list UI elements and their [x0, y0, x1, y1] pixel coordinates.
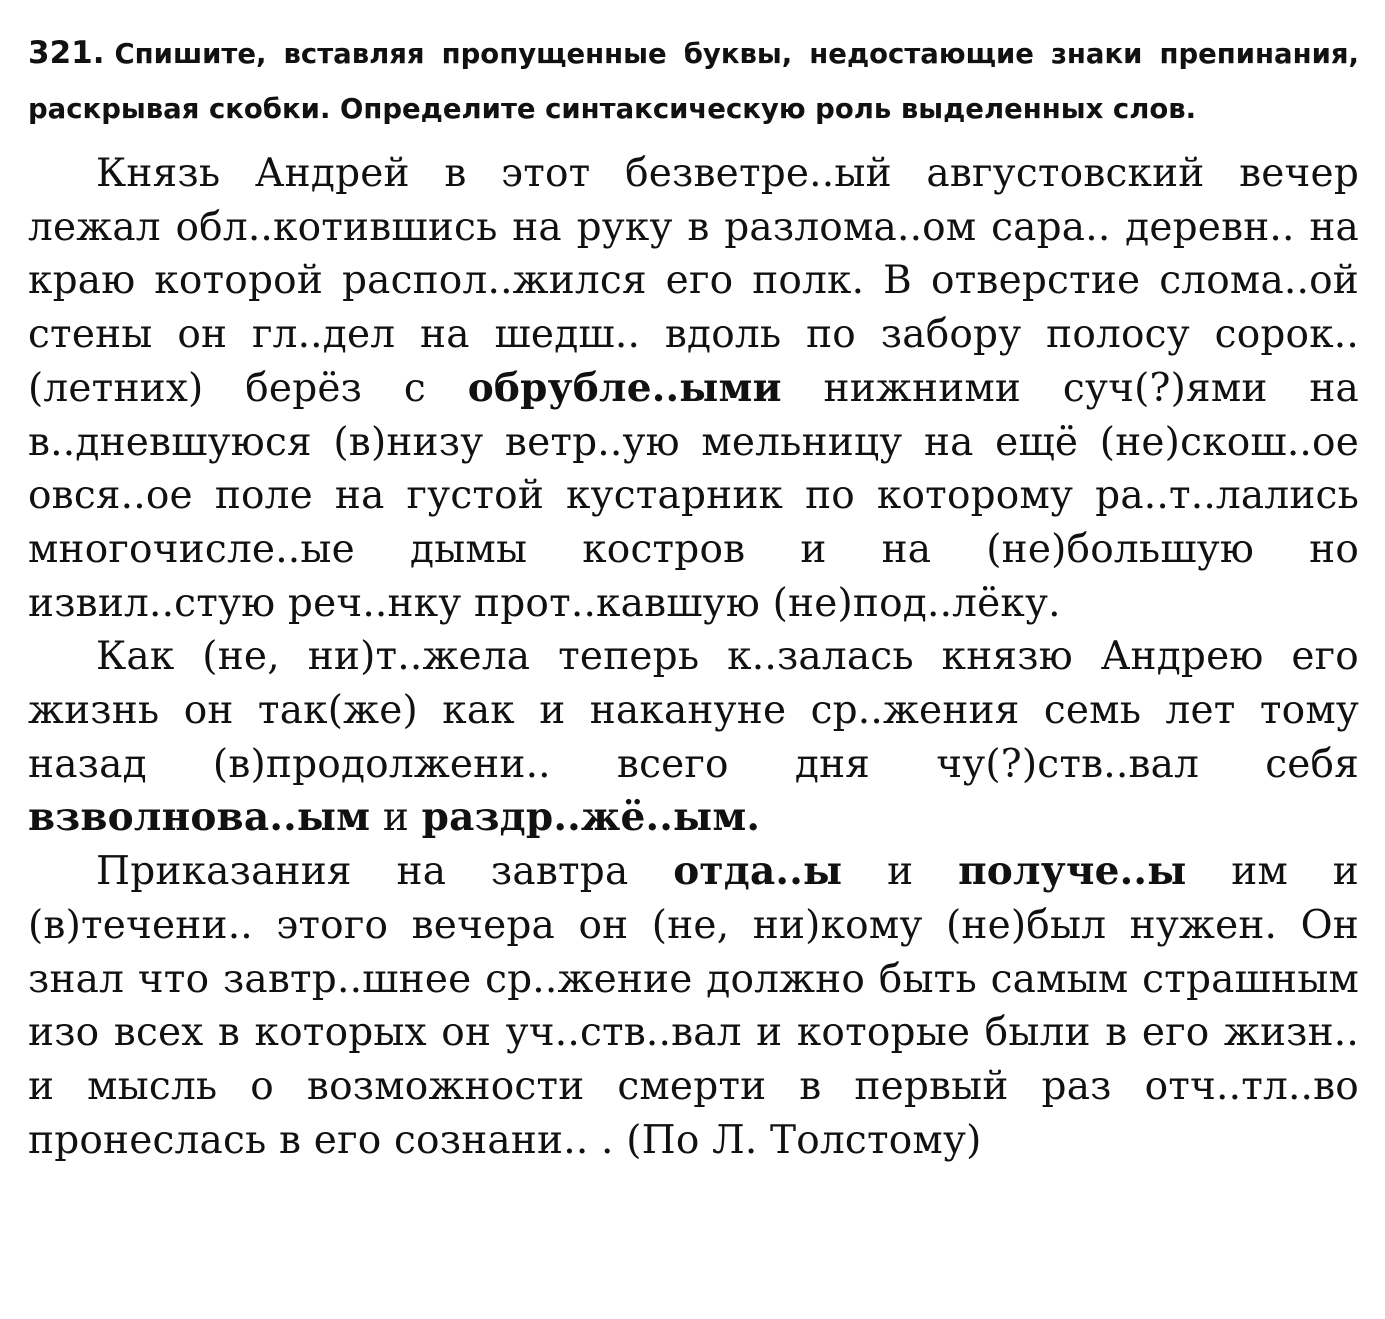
highlighted-word: раздр..жё..ым.	[421, 794, 761, 841]
instruction-text: Спишите, вставляя пропущенные буквы, недостающие знаки препинания, раскрывая скобки. Определите синтаксическую роль выделенных слов.	[28, 38, 1359, 125]
paragraph-segment: Приказания на завтра	[96, 849, 674, 895]
highlighted-word: обрубле..ыми	[467, 364, 782, 411]
paragraph-segment: нижними суч(?)ями на в..дневшуюся (в)низу ветр..ую мельницу на ещё (не)скош..ое овся..ое поле на густой кустарник по которому ра..т..лались многочисле..ые дымы костров и на (не)большую но извил..стую реч..нку прот..кавшую (не)под..лёку.	[28, 365, 1359, 626]
paragraph-segment: им и (в)течени.. этого вечера он (не, ни)кому (не)был нужен. Он знал что завтр..шнее ср..жение должно быть самым страшным изо всех в которых он уч..ств..вал и которые были в его жизн.. и мысль о возможности смерти в первый раз отч..тл..во пронеслась в его сознани.. . (По Л. Толстому)	[28, 849, 1359, 1163]
paragraph-segment: и	[842, 849, 959, 895]
highlighted-word: отда..ы	[673, 848, 843, 895]
paragraph-segment: и	[370, 795, 422, 841]
task-instruction	[28, 26, 1359, 137]
paragraph-segment: Как (не, ни)т..жела теперь к..залась князю Андрею его жизнь он так(же) как и накануне ср..жения семь лет тому назад (в)продолжени.. всего дня чу(?)ств..вал себя	[28, 634, 1359, 787]
exercise-number: 321.	[28, 35, 105, 71]
text-paragraph-3	[28, 845, 1359, 1167]
text-paragraph-1	[28, 147, 1359, 630]
text-paragraph-2	[28, 630, 1359, 845]
highlighted-word: взволнова..ым	[28, 794, 371, 841]
highlighted-word: получе..ы	[958, 848, 1187, 895]
paragraph-segment: Князь Андрей в этот безветре..ый августовский вечер лежал обл..котившись на руку в разлома..ом сара.. деревн.. на краю которой распол..жился его полк. В отверстие слома..ой стены он гл..дел на шедш.. вдоль по забору полосу сорок..(летних) берёз с	[28, 151, 1359, 411]
